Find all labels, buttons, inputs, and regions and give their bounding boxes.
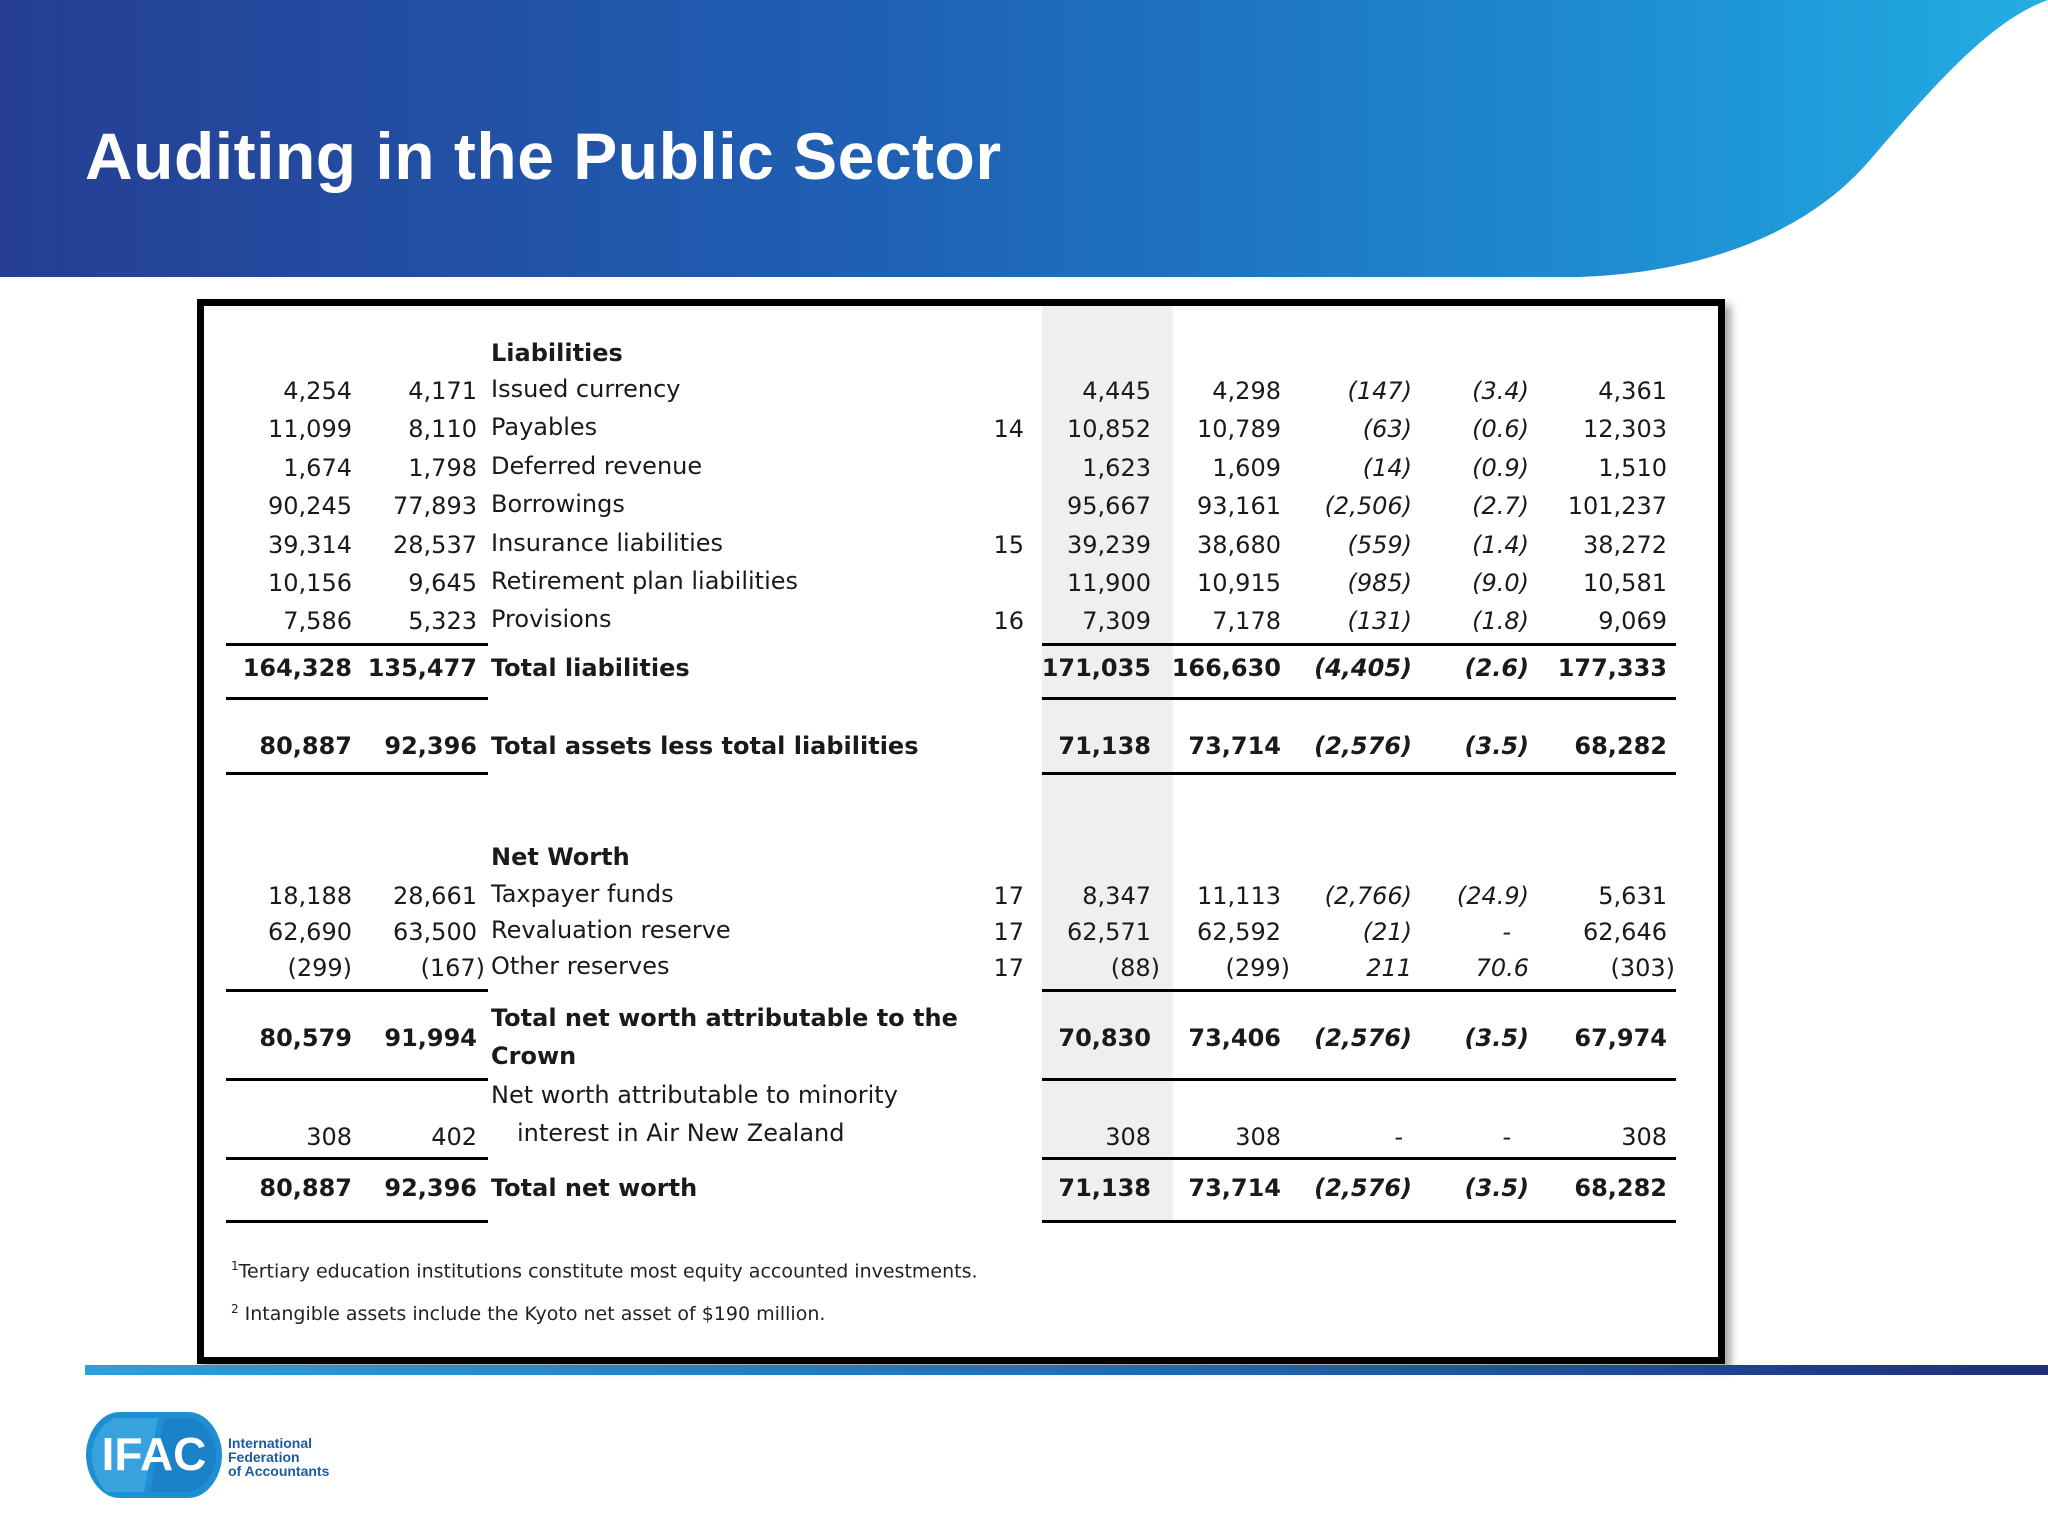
cell-c3: 71,138 (1058, 732, 1151, 760)
rule (226, 643, 488, 646)
cell-label-line2: interest in Air New Zealand (517, 1119, 845, 1147)
cell-c7: 38,272 (1583, 531, 1667, 559)
cell-c5: (63) (1362, 415, 1412, 443)
cell-c3: (88) (1110, 954, 1160, 982)
cell-label: Total net worth attributable to the (491, 1004, 958, 1032)
cell-note: 17 (993, 882, 1024, 910)
cell-col1: 80,579 (259, 1024, 352, 1052)
cell-c6: - (1502, 918, 1511, 946)
cell-label: Retirement plan liabilities (491, 567, 799, 595)
cell-col1: 1,674 (283, 454, 352, 482)
cell-c6: - (1502, 1123, 1511, 1151)
cell-col1: 90,245 (268, 492, 352, 520)
cell-c7: 67,974 (1574, 1024, 1667, 1052)
cell-col1: 18,188 (268, 882, 352, 910)
cell-c5: - (1394, 1123, 1403, 1151)
rule (226, 1078, 488, 1081)
cell-label: Total assets less total liabilities (491, 732, 919, 760)
rule (226, 1220, 488, 1223)
logo-line2: Federation (228, 1449, 300, 1465)
cell-c4: 308 (1235, 1123, 1281, 1151)
logo-line3: of Accountants (228, 1463, 330, 1479)
cell-c4: 4,298 (1212, 377, 1281, 405)
cell-c5: (2,506) (1324, 492, 1412, 520)
footnote-mark: 1 (231, 1259, 239, 1273)
cell-c4: 73,714 (1188, 1174, 1281, 1202)
cell-c5: (2,576) (1314, 1174, 1412, 1202)
cell-c5: (2,576) (1314, 1024, 1412, 1052)
cell-col1: (299) (287, 954, 352, 982)
cell-c6: 70.6 (1475, 954, 1529, 982)
cell-c4: 38,680 (1197, 531, 1281, 559)
rule (1042, 1078, 1676, 1081)
section-heading-liabilities: Liabilities (491, 339, 623, 367)
cell-col1: 80,887 (259, 732, 352, 760)
cell-col2: 1,798 (408, 454, 477, 482)
cell-col2: 92,396 (384, 732, 477, 760)
footnote-2 (231, 1302, 825, 1325)
cell-col2: 402 (431, 1123, 477, 1151)
cell-c6: (9.0) (1472, 569, 1529, 597)
cell-c6: (1.4) (1472, 531, 1529, 559)
cell-label: Taxpayer funds (491, 880, 674, 908)
cell-c5: (21) (1362, 918, 1412, 946)
cell-c3: 4,445 (1082, 377, 1151, 405)
cell-col2: 28,661 (393, 882, 477, 910)
cell-c7: 4,361 (1598, 377, 1667, 405)
cell-label: Revaluation reserve (491, 916, 731, 944)
cell-c6: (0.6) (1472, 415, 1529, 443)
rule (226, 697, 488, 700)
cell-label: Total liabilities (491, 654, 690, 682)
cell-col1: 164,328 (242, 654, 352, 682)
cell-c7: 68,282 (1574, 732, 1667, 760)
cell-col1: 39,314 (268, 531, 352, 559)
logo-line1: International (228, 1435, 313, 1451)
cell-note: 17 (993, 918, 1024, 946)
slide-title: Auditing in the Public Sector (85, 119, 1002, 193)
ifac-logo-icon (84, 1410, 224, 1500)
cell-c6: (3.5) (1464, 1024, 1529, 1052)
cell-col2: 91,994 (384, 1024, 477, 1052)
cell-note: 15 (993, 531, 1024, 559)
section-heading-net-worth: Net Worth (491, 843, 630, 871)
cell-c7: 10,581 (1583, 569, 1667, 597)
cell-c3: 11,900 (1067, 569, 1151, 597)
cell-c7: 62,646 (1583, 918, 1667, 946)
cell-col1: 7,586 (283, 607, 352, 635)
cell-col2: (167) (420, 954, 485, 982)
cell-c5: (2,766) (1324, 882, 1412, 910)
rule (226, 1157, 488, 1160)
cell-c7: 68,282 (1574, 1174, 1667, 1202)
cell-label-line2: Crown (491, 1042, 577, 1070)
cell-c6: (3.4) (1472, 377, 1529, 405)
cell-col2: 77,893 (393, 492, 477, 520)
cell-c5: (131) (1347, 607, 1412, 635)
cell-c5: (14) (1362, 454, 1412, 482)
cell-c7: 12,303 (1583, 415, 1667, 443)
cell-note: 16 (993, 607, 1024, 635)
cell-c4: 10,789 (1197, 415, 1281, 443)
cell-col2: 92,396 (384, 1174, 477, 1202)
cell-c4: 73,714 (1188, 732, 1281, 760)
financial-statement-table (197, 299, 1725, 1364)
rule (1042, 643, 1676, 646)
cell-label: Other reserves (491, 952, 670, 980)
cell-col2: 8,110 (408, 415, 477, 443)
cell-label: Net worth attributable to minority (491, 1081, 898, 1109)
cell-label: Borrowings (491, 490, 625, 518)
cell-label: Deferred revenue (491, 452, 703, 480)
footnote-text: Tertiary education institutions constitute most equity accounted investments. (238, 1260, 978, 1283)
cell-c4: 62,592 (1197, 918, 1281, 946)
cell-c3: 171,035 (1041, 654, 1151, 682)
rule (1042, 697, 1676, 700)
cell-c4: 93,161 (1197, 492, 1281, 520)
cell-c3: 8,347 (1082, 882, 1151, 910)
cell-col1: 11,099 (268, 415, 352, 443)
cell-col1: 10,156 (268, 569, 352, 597)
cell-c4: 73,406 (1188, 1024, 1281, 1052)
cell-c4: 166,630 (1171, 654, 1281, 682)
rule (226, 989, 488, 992)
logo-mark: IFAC (101, 1428, 207, 1480)
logo-wordmark (228, 1436, 329, 1478)
cell-note: 17 (993, 954, 1024, 982)
cell-c5: (985) (1347, 569, 1412, 597)
cell-c5: 211 (1366, 954, 1412, 982)
cell-col2: 5,323 (408, 607, 477, 635)
cell-c7: 9,069 (1598, 607, 1667, 635)
cell-label: Issued currency (491, 375, 681, 403)
cell-c7: 101,237 (1567, 492, 1667, 520)
cell-col1: 62,690 (268, 918, 352, 946)
cell-c6: (1.8) (1472, 607, 1529, 635)
cell-label: Payables (491, 413, 598, 441)
cell-c7: 5,631 (1598, 882, 1667, 910)
cell-c6: (2.6) (1464, 654, 1529, 682)
rule (1042, 1220, 1676, 1223)
cell-col2: 28,537 (393, 531, 477, 559)
cell-c4: 11,113 (1197, 882, 1281, 910)
cell-c6: (2.7) (1472, 492, 1529, 520)
cell-c5: (4,405) (1314, 654, 1412, 682)
cell-c7: (303) (1610, 954, 1675, 982)
rule (226, 772, 488, 775)
cell-label: Provisions (491, 605, 612, 633)
cell-label: Insurance liabilities (491, 529, 724, 557)
cell-c4: (299) (1225, 954, 1290, 982)
cell-c3: 70,830 (1058, 1024, 1151, 1052)
cell-c3: 7,309 (1082, 607, 1151, 635)
bottom-accent-bar (85, 1365, 2048, 1375)
footnote-mark: 2 (231, 1302, 239, 1316)
cell-c3: 1,623 (1082, 454, 1151, 482)
cell-c3: 71,138 (1058, 1174, 1151, 1202)
cell-col1: 4,254 (283, 377, 352, 405)
cell-col2: 135,477 (367, 654, 477, 682)
rule (1042, 772, 1676, 775)
cell-c6: (24.9) (1456, 882, 1529, 910)
footnote-1 (231, 1259, 978, 1282)
rule (1042, 1157, 1676, 1160)
cell-c7: 308 (1621, 1123, 1667, 1151)
cell-c7: 177,333 (1557, 654, 1667, 682)
cell-c3: 62,571 (1067, 918, 1151, 946)
cell-c3: 39,239 (1067, 531, 1151, 559)
cell-c4: 1,609 (1212, 454, 1281, 482)
cell-c5: (2,576) (1314, 732, 1412, 760)
cell-label: Total net worth (491, 1174, 698, 1202)
cell-col1: 308 (306, 1123, 352, 1151)
cell-c3: 10,852 (1067, 415, 1151, 443)
cell-c5: (147) (1347, 377, 1412, 405)
footnote-text: Intangible assets include the Kyoto net asset of $190 million. (244, 1303, 826, 1326)
cell-c3: 95,667 (1067, 492, 1151, 520)
cell-col2: 4,171 (408, 377, 477, 405)
cell-col1: 80,887 (259, 1174, 352, 1202)
rule (1042, 989, 1676, 992)
cell-c6: (3.5) (1464, 732, 1529, 760)
header-banner (0, 0, 2048, 277)
cell-c7: 1,510 (1598, 454, 1667, 482)
cell-note: 14 (993, 415, 1024, 443)
cell-c5: (559) (1347, 531, 1412, 559)
cell-c3: 308 (1105, 1123, 1151, 1151)
cell-col2: 63,500 (393, 918, 477, 946)
cell-col2: 9,645 (408, 569, 477, 597)
cell-c4: 10,915 (1197, 569, 1281, 597)
cell-c6: (3.5) (1464, 1174, 1529, 1202)
cell-c6: (0.9) (1472, 454, 1529, 482)
cell-c4: 7,178 (1212, 607, 1281, 635)
